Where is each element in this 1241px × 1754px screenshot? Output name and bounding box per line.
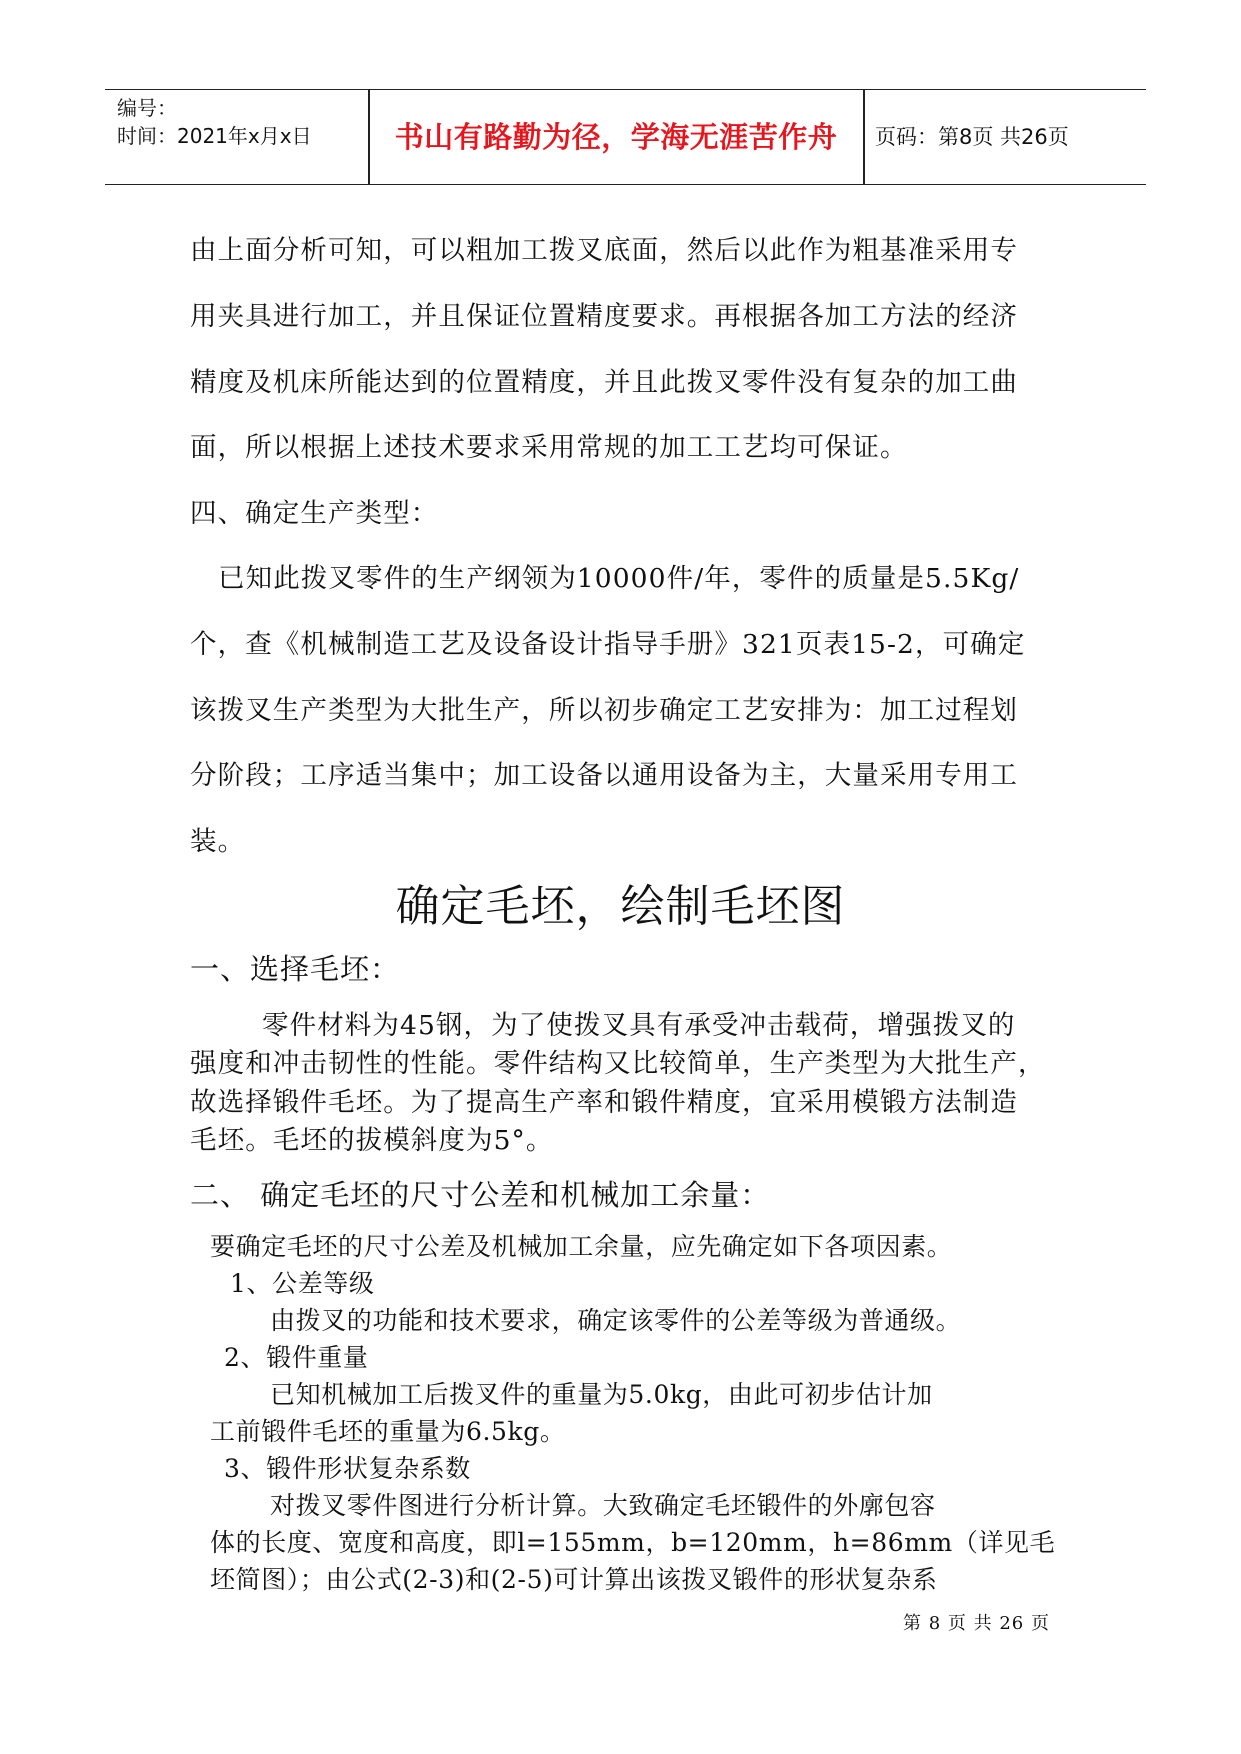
- chapter-title: 确定毛坯，绘制毛坯图: [395, 881, 846, 932]
- header-number-label: 编号：: [117, 96, 177, 120]
- paragraph-line: 分阶段；工序适当集中；加工设备以通用设备为主，大量采用专用工: [190, 760, 1018, 791]
- paragraph-line: 由上面分析可知，可以粗加工拨叉底面，然后以此作为粗基准采用专: [190, 235, 1018, 266]
- paragraph-line: 该拨叉生产类型为大批生产，所以初步确定工艺安排为：加工过程划: [190, 695, 1018, 726]
- paragraph-line: 故选择锻件毛坯。为了提高生产率和锻件精度，宜采用模锻方法制造: [190, 1087, 1018, 1118]
- paragraph-line: 个，查《机械制造工艺及设备设计指导手册》321页表15-2，可确定: [190, 629, 1026, 660]
- paragraph-line: 对拨叉零件图进行分析计算。大致确定毛坯锻件的外廓包容: [270, 1491, 936, 1520]
- paragraph-line: 面，所以根据上述技术要求采用常规的加工工艺均可保证。: [190, 432, 908, 463]
- paragraph-line: 已知此拨叉零件的生产纲领为10000件/年，零件的质量是5.5Kg/: [218, 563, 1020, 594]
- item-title: 3、锻件形状复杂系数: [224, 1454, 471, 1483]
- paragraph-line: 工前锻件毛坯的重量为6.5kg。: [210, 1417, 566, 1446]
- paragraph-line: 装。: [190, 826, 246, 857]
- item-title: 1、公差等级: [230, 1269, 375, 1298]
- paragraph-line: 精度及机床所能达到的位置精度，并且此拨叉零件没有复杂的加工曲: [190, 367, 1018, 398]
- section-heading: 一、选择毛坯：: [190, 952, 401, 986]
- paragraph-line: 体的长度、宽度和高度，即l=155mm，b=120mm，h=86mm（详见毛: [210, 1528, 1056, 1557]
- item-title: 2、锻件重量: [224, 1343, 369, 1372]
- page-footer: 第 8 页 共 26 页: [903, 1613, 1050, 1634]
- header-motto: 书山有路勤为径，学海无涯苦作舟: [394, 120, 838, 154]
- section-heading: 四、确定生产类型：: [190, 498, 439, 529]
- section-heading: 二、 确定毛坯的尺寸公差和机械加工余量：: [190, 1178, 771, 1212]
- paragraph-line: 要确定毛坯的尺寸公差及机械加工余量，应先确定如下各项因素。: [210, 1232, 953, 1261]
- paragraph-line: 毛坯。毛坯的拔模斜度为5°。: [190, 1125, 554, 1156]
- paragraph-line: 坯简图）；由公式(2-3)和(2-5)可计算出该拨叉锻件的形状复杂系: [210, 1565, 938, 1594]
- paragraph-line: 由拨叉的功能和技术要求，确定该零件的公差等级为普通级。: [270, 1306, 962, 1335]
- paragraph-line: 已知机械加工后拨叉件的重量为5.0kg，由此可初步估计加: [270, 1380, 933, 1409]
- paragraph-line: 强度和冲击韧性的性能。零件结构又比较简单，生产类型为大批生产，: [190, 1048, 1046, 1079]
- header-page-info: 页码：第8页 共26页: [875, 125, 1069, 149]
- paragraph-line: 用夹具进行加工，并且保证位置精度要求。再根据各加工方法的经济: [190, 301, 1018, 332]
- paragraph-line: 零件材料为45钢，为了使拨叉具有承受冲击载荷，增强拨叉的: [262, 1010, 1016, 1041]
- header-time-label: 时间：2021年x月x日: [117, 124, 312, 148]
